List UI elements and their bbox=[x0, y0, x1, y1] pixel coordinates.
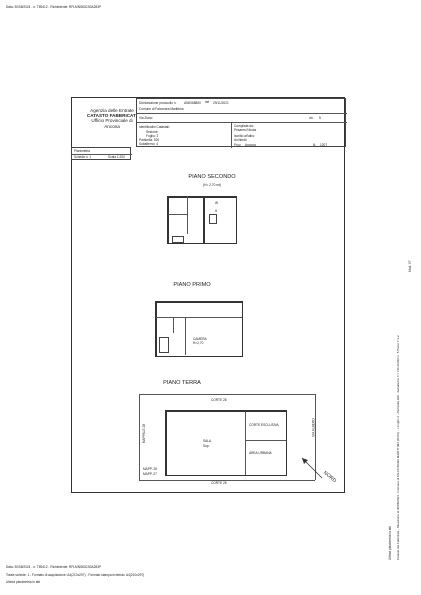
floor-title-terra: PIANO TERRA bbox=[163, 380, 201, 386]
civ-value: 5 bbox=[319, 116, 321, 120]
compilata-label: Compilata da: bbox=[234, 124, 254, 128]
floor-height-secondo: (H= 2,70 mt) bbox=[203, 183, 221, 187]
room-label-pt-a: SALA bbox=[203, 439, 212, 443]
civ-label: civ. bbox=[309, 116, 314, 120]
catasto-title: CATASTO FABBRICATI bbox=[86, 113, 138, 119]
right-margin-text-2: Catasto dei Fabbricati - Situazione al 30/08/2024 - Comune di FALCONARA MARITTIMA (D472) - < Foglio 3 - Particella 920 - Subalterno 4 > VIA ZIANO n. 5 Piano T-1-2 bbox=[396, 335, 400, 560]
sezione-value: Sezione: bbox=[146, 130, 159, 134]
numero-value: 1207 bbox=[320, 143, 328, 147]
room-label-pt-b: Sup. bbox=[203, 444, 210, 448]
right-small-label: Mod. 97 bbox=[408, 260, 412, 272]
prov-value: Ancona bbox=[245, 143, 256, 147]
identificativi-title: Identificativi Catastali: bbox=[139, 125, 170, 129]
room-label-pt-j: MAPP. 28 bbox=[143, 467, 157, 471]
del-value: 29/11/2021 bbox=[213, 101, 229, 105]
plan-terra bbox=[139, 394, 323, 490]
room-label-p2-b: H bbox=[215, 209, 218, 213]
footer-line-1: Data: 30/08/2024 - n. T89412 - Richiedente: RFLMNS83C50A283P bbox=[6, 565, 102, 569]
plan-primo bbox=[155, 301, 245, 357]
foglio-value: Foglio: 3 bbox=[146, 134, 159, 138]
top-request-line: Data: 30/08/2024 - n. T89412 - Richiedente: RFLMNS83C50A283P bbox=[6, 5, 102, 9]
room-label-p1-a: CAMERA bbox=[193, 337, 207, 341]
right-margin-text bbox=[388, 140, 392, 560]
footer-line-3: Ultima planimetria in atti bbox=[6, 580, 41, 584]
via-value: Via Ziano bbox=[139, 116, 153, 120]
room-label-pt-c: CORTE ESCLUSIVA bbox=[249, 423, 279, 427]
dichiarazione-label: Dichiarazione protocollo n. bbox=[139, 101, 177, 105]
iscritto-label: Iscritto all'albo: bbox=[234, 134, 255, 138]
planimetria-label: Planimetria bbox=[74, 149, 90, 153]
floor-title-primo: PIANO PRIMO bbox=[173, 282, 211, 288]
subalterno-value: Subalterno: 4 bbox=[139, 142, 158, 146]
prov-label: Prov. bbox=[234, 143, 242, 147]
plan-sheet bbox=[71, 97, 345, 493]
planimetria-box bbox=[71, 147, 131, 160]
room-label-pt-i: VIA ALBERO bbox=[311, 418, 316, 437]
floor-title-secondo: PIANO SECONDO bbox=[188, 174, 236, 180]
room-label-pt-g: MAPPALE 28 bbox=[142, 423, 147, 444]
room-label-pt-f: CORTE 28 bbox=[211, 481, 227, 485]
office-label: Ufficio Provinciale di bbox=[91, 118, 133, 124]
comune-value: Comune di Falconara Marittima bbox=[139, 107, 184, 111]
plan-secondo bbox=[167, 196, 247, 244]
room-label-pt-d: AREA URBANA bbox=[249, 451, 272, 455]
del-label: del bbox=[205, 100, 210, 104]
room-label-p2-a: W bbox=[215, 201, 219, 205]
right-margin-first: Ultima planimetria in atti bbox=[388, 525, 392, 560]
protocollo-value: AN0068850 bbox=[184, 101, 201, 105]
particella-value: Particella: 920 bbox=[139, 138, 160, 142]
iscritto-value: Architetti bbox=[234, 138, 247, 142]
room-label-pt-e: CORTE 28 bbox=[211, 398, 227, 402]
header-table bbox=[136, 98, 346, 147]
footer-line-2: Totale schede: 1 - Formato di acquisizione: A4(210x297) - Formato stampa richiesto: A4(210x297) bbox=[6, 573, 145, 577]
room-label-pt-h: MAPP. 27 bbox=[143, 472, 157, 476]
scheda-label: Scheda n. 1 bbox=[74, 155, 92, 159]
numero-label: N. bbox=[313, 143, 317, 147]
north-label: NORD bbox=[322, 470, 338, 485]
agency-name: Agenzia delle Entrate bbox=[90, 108, 134, 113]
room-label-p1-b: H=2,70 bbox=[193, 341, 204, 345]
office-city: Ancona bbox=[104, 123, 120, 129]
scala-label: Scala 1:200 bbox=[108, 155, 125, 159]
compilata-nome: Pesaresi Nicola bbox=[234, 128, 257, 132]
